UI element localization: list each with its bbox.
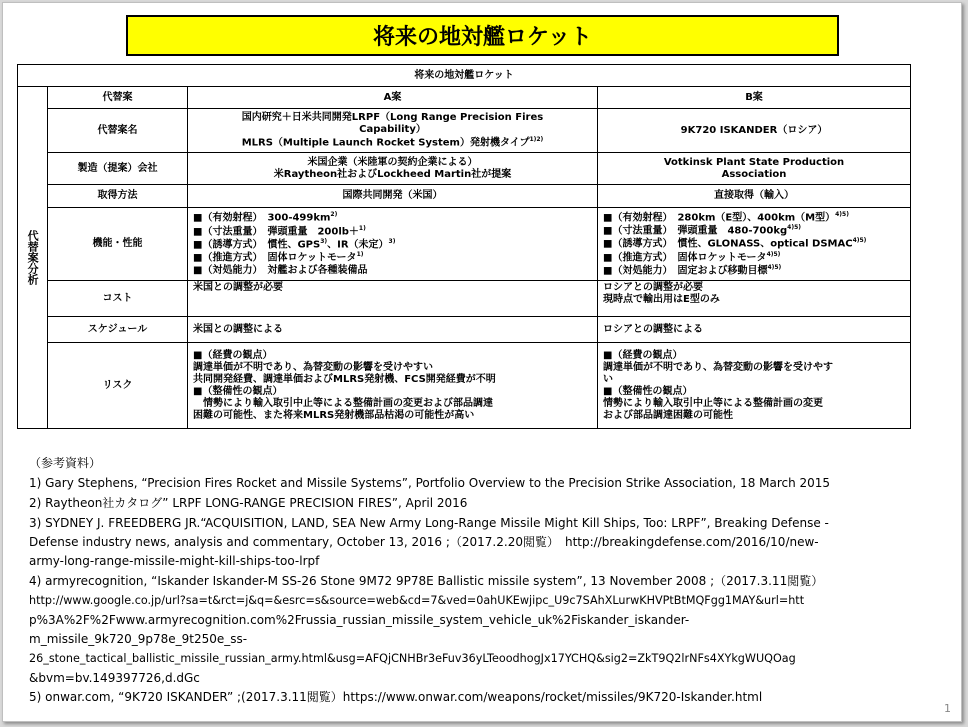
reference-url[interactable]: http://www.google.co.jp/url?sa=t&rct=j&q=&esrc=s&source=web&cd=7&ved=0ahUKEwjipc_U9c7SAhXLurwKHVPtBtMQFgg1MAY&url=htt [29, 594, 805, 607]
reference-url[interactable]: 26_stone_tactical_ballistic_missile_russian_army.html&usg=AFQjCNHBr3eFuv36yLTeoodhogJx17YCHQ&sig2=ZkT9Q2lrNFs4XYkgWUQOag [29, 652, 796, 665]
performance-a: ■（有効射程） $300-499km^{2)}$ ■（寸法重量） 弾頭重量 200lb＋$^{1)}$ ■（誘導方式） 慣性、GPS$^{3)}$、IR（未定）$^{3)}$ ■（推進方式） 固体ロケットモータ$^{1)}$ ■（対処能力） 対艦および各種装備品 [188, 208, 598, 281]
cost-b: ロシアとの調整が必要 現時点で輸出用はE型のみ [598, 281, 911, 317]
row-label-name: 代替案名 [48, 109, 188, 153]
table-caption: 将来の地対艦ロケット [18, 65, 911, 87]
reference-line: 1) Gary Stephens, “Precision Fires Rocket and Missile Systems”, Portfolio Overview to the Precision Strike Association, 18 March 2015 [29, 476, 831, 490]
slide-title: 将来の地対艦ロケット [126, 15, 839, 56]
method-a: 国際共同開発（米国） [188, 185, 598, 208]
reference-line: 5) onwar.com, “9K720 ISKANDER” ;(2017.3.11閲覧）https://www.onwar.com/weapons/rocket/missiles/9K720-Iskander.html [29, 690, 763, 704]
page-number: 1 [944, 702, 951, 715]
side-label: 代替案分析 [26, 230, 40, 285]
header-b: B案 [598, 87, 911, 109]
maker-b: Votkinsk Plant State Production Association [598, 153, 911, 185]
reference-line: 2) Raytheon社カタログ” LRPF LONG-RANGE PRECISION FIRES”, April 2016 [29, 496, 468, 510]
reference-line: Defense industry news, analysis and commentary, October 13, 2016 ;（2017.2.20閲覧） http://breakingdefense.com/2016/10/new- [29, 535, 819, 549]
row-label-cost: コスト [48, 281, 188, 317]
reference-line: army-long-range-missile-might-kill-ships-too-lrpf [29, 554, 320, 568]
cost-a: 米国との調整が必要 [188, 281, 598, 317]
side-label-cell [18, 87, 48, 429]
reference-line: 4) armyrecognition, “Iskander Iskander-M SS-26 Stone 9M72 9P78E Ballistic missile system”, 13 November 2008 ;（2017.3.11閲覧） [29, 574, 824, 588]
schedule-b: ロシアとの調整による [598, 317, 911, 343]
maker-a: 米国企業（米陸軍の契約企業による） 米Raytheon社およびLockheed Martin社が提案 [188, 153, 598, 185]
reference-url[interactable]: p%3A%2F%2Fwww.armyrecognition.com%2Frussia_russian_missile_system_vehicle_uk%2Fiskander_iskander- [29, 613, 690, 627]
reference-url[interactable]: &bvm=bv.149397726,d.dGc [29, 671, 200, 685]
schedule-a: 米国との調整による [188, 317, 598, 343]
risk-a: ■（経費の観点） 調達単価が不明であり、為替変動の影響を受けやすい 共同開発経費、調達単価およびMLRS発射機、FCS開発経費が不明 ■（整備性の観点） 情勢により輸入取引中止等による整備計画の変更および部品調達 困難の可能性、また将来MLRS発射機部品枯渇の可能性が高い [188, 343, 598, 429]
performance-b: ■（有効射程） 280km（E型）、400km（M型）$^{4)5)}$ ■（寸法重量） 弾頭重量 $480-700kg^{4)5)}$ ■（誘導方式） 慣性、GLONASS、optical $DSMAC^{4)5)}$ ■（推進方式） 固体ロケットモータ$^{4)5)}$ ■（対処能力） 固定および移動目標$^{4)5)}$ [598, 208, 911, 281]
row-label-risk: リスク [48, 343, 188, 429]
header-a: A案 [188, 87, 598, 109]
name-a: 国内研究＋日米共同開発LRPF（Long Range Precision Fires Capability） MLRS（Multiple Launch Rocket System）発射機タイプ$^{1)2)}$ [188, 109, 598, 153]
references-heading: （参考資料） [29, 456, 102, 470]
method-b: 直接取得（輸入） [598, 185, 911, 208]
row-label-performance: 機能・性能 [48, 208, 188, 281]
row-label-schedule: スケジュール [48, 317, 188, 343]
header-label: 代替案 [48, 87, 188, 109]
slide [2, 2, 962, 722]
risk-b: ■（経費の観点） 調達単価が不明であり、為替変動の影響を受けやす い ■（整備性の観点） 情勢により輸入取引中止等による整備計画の変更 および部品調達困難の可能性 [598, 343, 911, 429]
row-label-method: 取得方法 [48, 185, 188, 208]
row-label-maker: 製造（提案）会社 [48, 153, 188, 185]
name-b: 9K720 ISKANDER（ロシア） [598, 109, 911, 153]
reference-line: 3) SYDNEY J. FREEDBERG JR.“ACQUISITION, LAND, SEA New Army Long-Range Missile Might Kill Ships, Too: LRPF”, Breaking Defense - [29, 516, 829, 530]
reference-url[interactable]: m_missile_9k720_9p78e_9t250e_ss- [29, 632, 248, 646]
comparison-table [17, 64, 911, 429]
